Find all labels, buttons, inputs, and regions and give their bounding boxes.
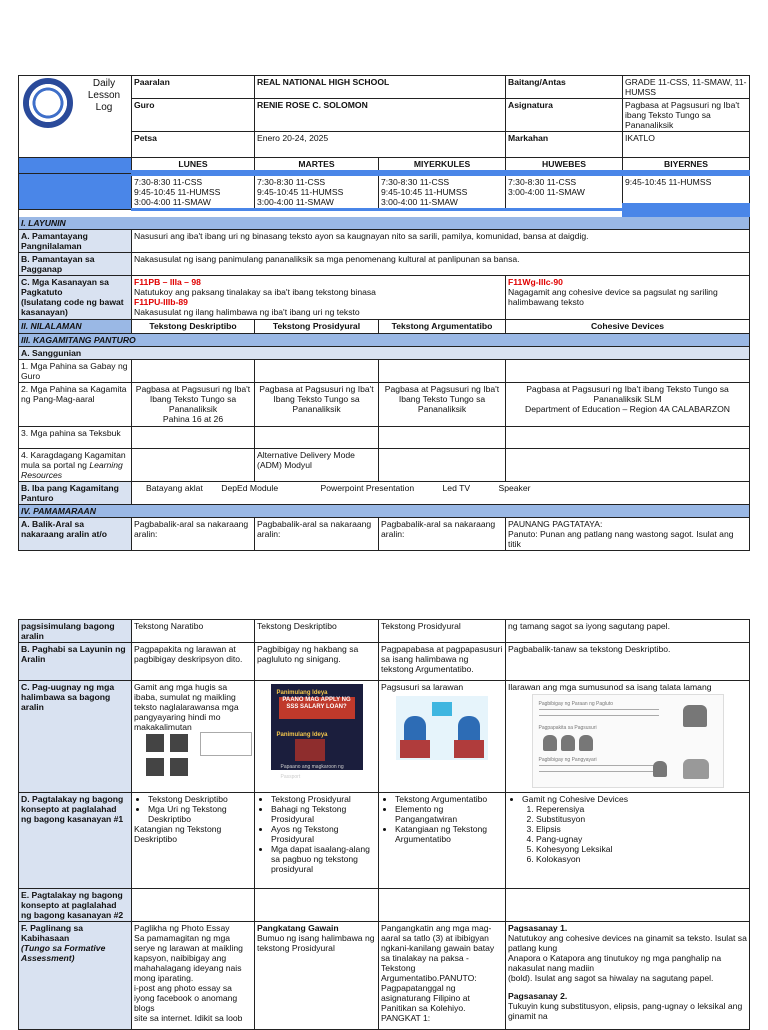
gabay-martes — [255, 359, 379, 382]
karagdagan-label-text: 4. Karagdagang Kagamitan mula sa portal ng — [21, 449, 126, 470]
pagsasanay-1-heading: Pagsasanay 1. — [508, 923, 568, 933]
pagsisimula-martes: Tekstong Deskriptibo — [255, 620, 379, 643]
lesson-log-table-top — [18, 75, 750, 551]
day-huwebes: HUWEBES — [506, 158, 623, 174]
gabay-miyerkules — [379, 359, 506, 382]
pamantayang-pangnilalaman-label: A. Pamantayang Pangnilalaman — [19, 229, 132, 252]
nilalaman-martes: Tekstong Prosidyural — [255, 319, 379, 333]
kasanayan-text-2: Nakasusulat ng ilang halimbawa ng iba't ibang uri ng teksto — [134, 306, 360, 317]
passport-icon — [295, 739, 325, 761]
karagdagan-label-italic: Learning Resources — [21, 459, 123, 480]
pagsasanay-2-text: Tukuyin kung substitusyon, elipsis, pang-ugnay o leksikal ang ginamit na — [508, 1001, 743, 1021]
sanggunian-label: A. Sanggunian — [19, 346, 750, 359]
list-item: 1. Reperensiya — [536, 804, 747, 814]
baitang-label: Baitang/Antas — [506, 76, 623, 99]
deped-seal-icon — [23, 78, 73, 128]
paghabi-martes: Pagbibigay ng hakbang sa pagluluto ng sinigang. — [255, 643, 379, 681]
section-kagamitan: III. KAGAMITANG PANTURO — [19, 333, 750, 346]
nilalaman-lunes: Tekstong Deskriptibo — [132, 319, 255, 333]
day-header-blank — [19, 158, 132, 174]
slide-caption: Papaano ang magkaroon ng Passport — [280, 764, 344, 780]
kagamitan-lunes-pages: Pahina 16 at 26 — [162, 413, 224, 424]
list-item: • Tekstong Argumentatibo — [395, 794, 503, 804]
kasanayan-right-cell — [506, 275, 750, 319]
pagsisimula-label: pagsisimulang bagong aralin — [19, 620, 132, 643]
kagamitan-huwebes-title: Pagbasa at Pagsusuri ng Iba't ibang Teksto Tungo sa Pananaliksik SLM — [526, 383, 729, 404]
balik-aral-label: A. Balik-Aral sa nakaraang aralin at/o — [19, 517, 132, 550]
kasanayan-left-cell — [132, 275, 506, 319]
kagamitan-mag-aaral-label: 2. Mga Pahina sa Kagamita ng Pang-Mag-aaral — [19, 382, 132, 426]
gabay-lunes — [132, 359, 255, 382]
kasanayan-label: C. Mga Kasanayan sa Pagkatuto — [21, 276, 109, 297]
karagdagan-lunes — [132, 448, 255, 481]
kasanayan-label-cell — [19, 275, 132, 319]
shapes-icon — [146, 734, 184, 780]
list-item: • Mga Uri ng Tekstong Deskriptibo — [148, 804, 252, 824]
schedule-huwebes: 7:30-8:30 11-CSS 3:00-4:00 11-SMAW — [506, 173, 623, 210]
karagdagan-miyerkules — [379, 448, 506, 481]
karagdagan-label — [19, 448, 132, 481]
pag-uugnay-miyerkules — [379, 681, 506, 793]
guro-value: RENIE ROSE C. SOLOMON — [255, 99, 506, 132]
kagamitan-lunes — [132, 382, 255, 426]
sketch-label-2: Pagpapakita sa Pagsusuri — [538, 725, 597, 731]
pagtalakay-2-huwebes — [506, 889, 750, 922]
pagtalakay-1-label: D. Pagtalakay ng bagong konsepto at paglalahad ng bagong kasanayan #1 — [19, 793, 132, 889]
guro-label: Guro — [132, 99, 255, 132]
paaralan-value: REAL NATIONAL HIGH SCHOOL — [255, 76, 506, 99]
baitang-value: GRADE 11-CSS, 11-SMAW, 11-HUMSS — [623, 76, 750, 99]
sketch-label-1: Pagbibigay ng Paraan ng Pagluto — [538, 701, 614, 707]
pag-uugnay-huwebes — [506, 681, 750, 793]
teksbuk-martes — [255, 426, 379, 448]
header-logo-cell — [19, 76, 132, 158]
balik-aral-martes: Pagbabalik-aral sa nakaraang aralin: — [255, 517, 379, 550]
slide-box: PAANO MAG APPLY NG SSS SALARY LOAN? — [279, 697, 355, 719]
schedule-lunes: 7:30-8:30 11-CSS 9:45-10:45 11-HUMSS 3:00-4:00 11-SMAW — [132, 173, 255, 210]
petsa-label: Petsa — [132, 132, 255, 158]
pagtalakay-2-lunes — [132, 889, 255, 922]
pangkatang-gawain-heading: Pangkatang Gawain — [257, 923, 339, 933]
list-item: • Elemento ng Pangangatwiran — [395, 804, 503, 824]
teksbuk-label: 3. Mga pahina sa Teksbuk — [19, 426, 132, 448]
kasanayan-text-3: Nagagamit ang cohesive device sa pagsulat ng sariling halimbawang teksto — [508, 286, 718, 307]
list-item: • Katangiaan ng Tekstong Argumentatibo — [395, 824, 503, 844]
pagsisimula-miyerkules: Tekstong Prosidyural — [379, 620, 506, 643]
pagtalakay-1-huwebes — [506, 793, 750, 889]
pagsisimula-huwebes: ng tamang sagot sa iyong sagutang papel. — [506, 620, 750, 643]
balik-aral-lunes: Pagbabalik-aral sa nakaraang aralin: — [132, 517, 255, 550]
list-item: • Mga dapat isaalang-alang sa pagbuo ng tekstong prosidyural — [271, 844, 376, 874]
schedule-blank — [19, 173, 132, 210]
schedule-miyerkules: 7:30-8:30 11-CSS 9:45-10:45 11-HUMSS 3:00-4:00 11-SMAW — [379, 173, 506, 210]
pagtalakay-1-lunes-after: Katangian ng Tekstong Deskriptibo — [134, 824, 222, 844]
paglinang-note: (Tungo sa Formative Assessment) — [21, 943, 106, 963]
lesson-log-table-bottom — [18, 619, 750, 1030]
pagtalakay-2-label: E. Pagtalakay ng bagong konsepto at paglalahad ng bagong kasanayan #2 — [19, 889, 132, 922]
teksbuk-huwebes — [506, 426, 750, 448]
asignatura-label: Asignatura — [506, 99, 623, 132]
gabay-huwebes — [506, 359, 750, 382]
iba-item: DepEd Module — [221, 482, 279, 493]
paglinang-label-cell — [19, 922, 132, 1030]
debate-image — [396, 696, 488, 760]
iba-kagamitan-list — [132, 481, 750, 504]
paunang-panuto: Panuto: Punan ang patlang nang wastong sagot. Isulat ang titik — [508, 528, 734, 549]
gabay-guro-label: 1. Mga Pahina sa Gabay ng Guro — [19, 359, 132, 382]
day-martes: MARTES — [255, 158, 379, 174]
lesson-log-page-1 — [18, 75, 749, 551]
pagtalakay-1-martes — [255, 793, 379, 889]
iba-item: Batayang aklat — [146, 482, 203, 493]
iba-item: Led TV — [442, 482, 471, 493]
pagtalakay-2-martes — [255, 889, 379, 922]
pag-uugnay-lunes-text: Gamit ang mga hugis sa ibaba, sumulat ng maikling teksto naglalarawansa mga pangyayaring hindi mo makakalimutan — [134, 682, 239, 732]
pagtalakay-1-miyerkules — [379, 793, 506, 889]
daily-lesson-log-title: Daily Lesson Log — [87, 78, 121, 113]
blank-shape-box — [200, 732, 252, 756]
list-item: • Bahagi ng Tekstong Prosidyural — [271, 804, 376, 824]
sketch-exercise-image — [532, 694, 724, 788]
paglinang-lunes: Paglikha ng Photo Essay Sa pamamagitan ng mga serye ng larawan at maikling kapsyon, naibibigay ang mahahalagang ideyang nais mong iparating. i-post ang photo essay sa iyong facebook o anomang blogs site sa internet. Idikit sa loob — [132, 922, 255, 1030]
list-item: 2. Substitusyon — [536, 814, 747, 824]
debate-arrows-icon — [432, 702, 452, 716]
pag-uugnay-lunes — [132, 681, 255, 793]
pamantayan-pagganap-text: Nakasusulat ng isang panimulang pananaliksik sa mga penomenang kultural at panlipunan sa bansa. — [132, 252, 750, 275]
kasanayan-code-1: F11PB – IIIa – 98 — [134, 276, 201, 287]
paghabi-huwebes: Pagbabalik-tanaw sa tekstong Deskriptibo. — [506, 643, 750, 681]
day-lunes: LUNES — [132, 158, 255, 174]
section-layunin: I. LAYUNIN — [19, 210, 750, 230]
pamantayan-pagganap-label: B. Pamantayan sa Pagganap — [19, 252, 132, 275]
markahan-label: Markahan — [506, 132, 623, 158]
pagsasanay-1-text: Natutukoy ang cohesive devices na ginamit sa teksto. Isulat sa patlang kung Anapora o Katapora ang tinutukoy ng mga panghalip na nakasulat nang madiin (bold). Isulat ang sagot sa hiwalay na sagutang papel. — [508, 933, 747, 983]
list-item: 5. Kohesyong Leksikal — [536, 844, 747, 854]
list-item: 4. Pang-ugnay — [536, 834, 747, 844]
teksbuk-miyerkules — [379, 426, 506, 448]
slide-title-2: Panimulang Ideya — [276, 732, 328, 738]
procedural-slide-image — [271, 684, 363, 780]
karagdagan-martes: Alternative Delivery Mode (ADM) Modyul — [255, 448, 379, 481]
kasanayan-note: (Isulatang code ng bawat kasanayan) — [21, 296, 124, 317]
markahan-value: IKATLO — [623, 132, 750, 158]
kagamitan-huwebes — [506, 382, 750, 426]
balik-aral-miyerkules: Pagbabalik-aral sa nakaraang aralin: — [379, 517, 506, 550]
paglinang-label: F. Paglinang sa Kabihasaan — [21, 923, 84, 943]
teksbuk-lunes — [132, 426, 255, 448]
paghabi-label: B. Paghabi sa Layunin ng Aralin — [19, 643, 132, 681]
pag-uugnay-label: C. Pag-uugnay ng mga halimbawa sa bagong aralin — [19, 681, 132, 793]
karagdagan-huwebes — [506, 448, 750, 481]
list-item: • Tekstong Deskriptibo — [148, 794, 252, 804]
schedule-biyernes: 9:45-10:45 11-HUMSS — [623, 173, 750, 210]
paaralan-label: Paaralan — [132, 76, 255, 99]
pag-uugnay-huwebes-text: Ilarawan ang mga sumusunod sa isang talata lamang — [508, 682, 712, 692]
iba-kagamitan-label: B. Iba pang Kagamitang Panturo — [19, 481, 132, 504]
section-pamamaraan: IV. PAMAMARAAN — [19, 504, 750, 517]
list-item: 3. Elipsis — [536, 824, 747, 834]
iba-item: Speaker — [498, 482, 531, 493]
pangkatang-gawain-text: Bumuo ng isang halimbawa ng tekstong Prosidyural — [257, 933, 375, 953]
day-miyerkules: MIYERKULES — [379, 158, 506, 174]
pagtalakay-1-lunes — [132, 793, 255, 889]
paghabi-lunes: Pagpapakita ng larawan at pagbibigay deskripsyon dito. — [132, 643, 255, 681]
day-biyernes: BIYERNES — [623, 158, 750, 174]
paglinang-miyerkules: Pangangkatin ang mga mag-aaral sa tatlo (3) at ibibigyan ngkani-kanilang gawain batay sa tinalakay na paksa - Tekstong Argumentatibo.PANUTO: Pagpapatanggal ng asignaturang Filipino at Panitikan sa Kolehiyo. PANGKAT 1: — [379, 922, 506, 1030]
lesson-log-page-2 — [18, 619, 749, 1030]
kagamitan-martes: Pagbasa at Pagsusuri ng Iba't Ibang Teksto Tungo sa Pananaliksik — [255, 382, 379, 426]
schedule-martes: 7:30-8:30 11-CSS 9:45-10:45 11-HUMSS 3:00-4:00 11-SMAW — [255, 173, 379, 210]
pamantayang-pangnilalaman-text: Nasusuri ang iba't ibang uri ng binasang teksto ayon sa kaugnayan nito sa sarili, pamilya, komunidad, bansa at daigdig. — [132, 229, 750, 252]
paglinang-huwebes — [506, 922, 750, 1030]
kasanayan-code-3: F11Wg-IIIc-90 — [508, 276, 563, 287]
list-item: 6. Kolokasyon — [536, 854, 747, 864]
balik-aral-huwebes — [506, 517, 750, 550]
petsa-value: Enero 20-24, 2025 — [255, 132, 506, 158]
kasanayan-code-2: F11PU-IIIb-89 — [134, 296, 188, 307]
kasanayan-text-1: Natutukoy ang paksang tinalakay sa iba't ibang tekstong binasa — [134, 286, 376, 297]
kagamitan-miyerkules: Pagbasa at Pagsusuri ng Iba't Ibang Teksto Tungo sa Pananaliksik — [379, 382, 506, 426]
paglinang-martes — [255, 922, 379, 1030]
nilalaman-miyerkules: Tekstong Argumentatibo — [379, 319, 506, 333]
pagsisimula-lunes: Tekstong Naratibo — [132, 620, 255, 643]
pag-uugnay-martes — [255, 681, 379, 793]
list-item: • Tekstong Prosidyural — [271, 794, 376, 804]
asignatura-value: Pagbasa at Pagsusuri ng Iba't ibang Teksto Tungo sa Pananaliksik — [623, 99, 750, 132]
kagamitan-huwebes-region: Department of Education – Region 4A CALABARZON — [525, 403, 730, 414]
kagamitan-lunes-title: Pagbasa at Pagsusuri ng Iba't Ibang Teksto Tungo sa Pananaliksik — [135, 383, 251, 414]
paghabi-miyerkules: Pagpapabasa at pagpapasusuri sa isang halimbawa ng tekstong Argumentatibo. — [379, 643, 506, 681]
pagsasanay-2-heading: Pagsasanay 2. — [508, 991, 568, 1001]
paunang-pagtataya: PAUNANG PAGTATAYA: — [508, 518, 603, 529]
list-item: • Gamit ng Cohesive Devices — [522, 794, 747, 804]
section-nilalaman: II. NILALAMAN — [19, 319, 132, 333]
list-item: • Ayos ng Tekstong Prosidyural — [271, 824, 376, 844]
nilalaman-huwebes-biyernes: Cohesive Devices — [506, 319, 750, 333]
sketch-label-3: Pagbibigay ng Pangyayari — [538, 757, 597, 763]
slide-title-1: Panimulang Ideya — [276, 690, 328, 696]
pag-uugnay-miyerkules-text: Pagsusuri sa larawan — [381, 682, 464, 692]
pagtalakay-2-miyerkules — [379, 889, 506, 922]
iba-item: Powerpoint Presentation — [320, 482, 415, 493]
